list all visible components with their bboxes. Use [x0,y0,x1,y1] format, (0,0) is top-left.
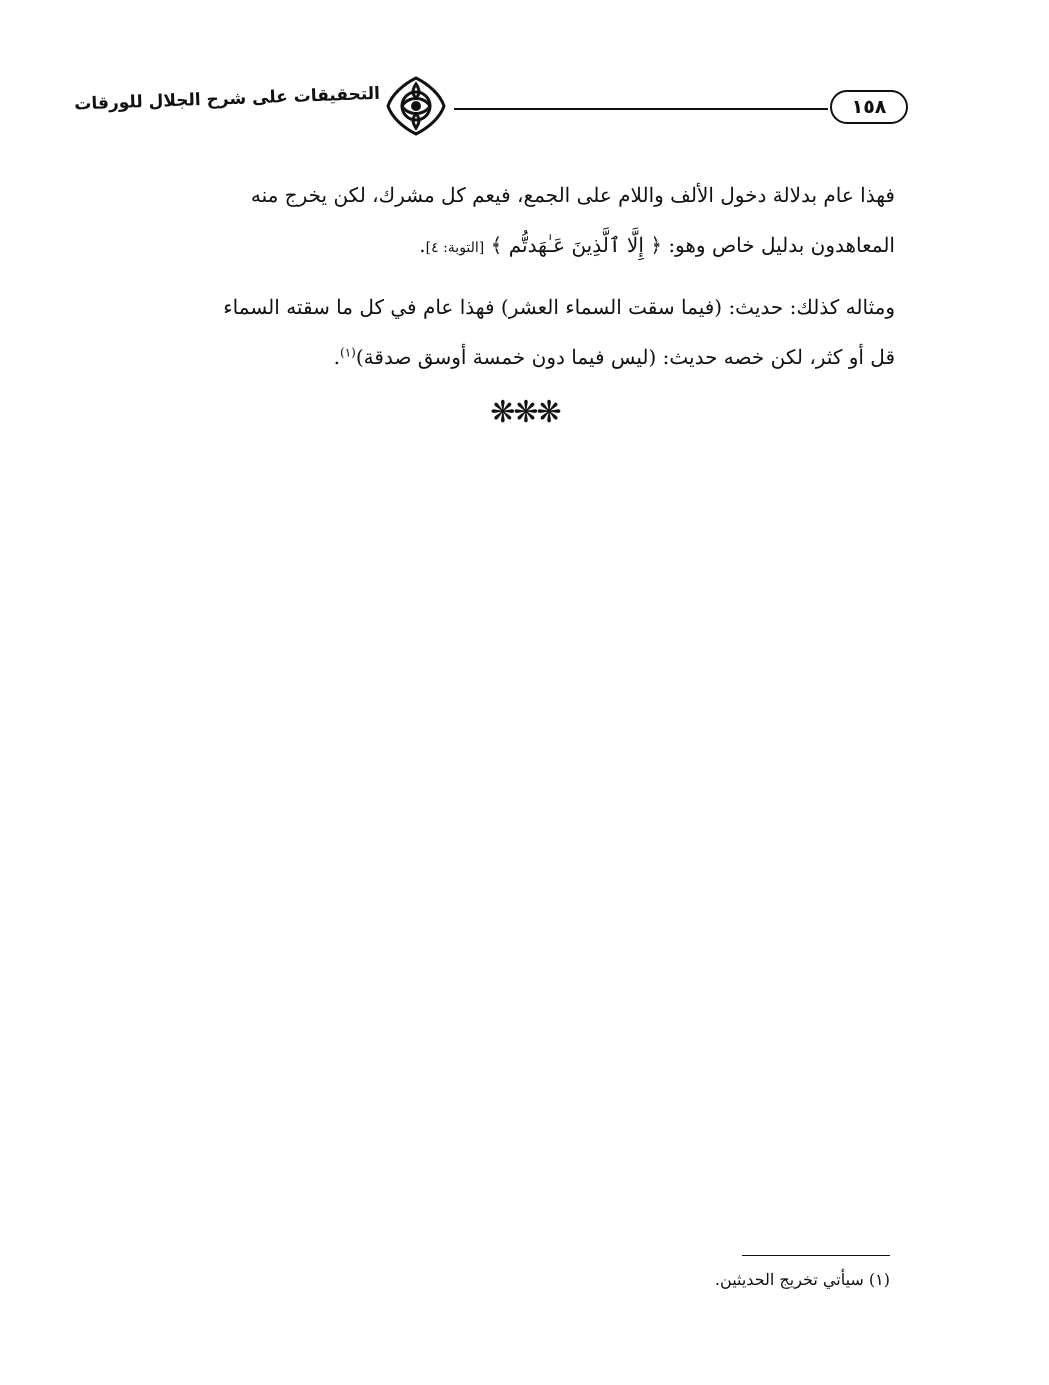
footnote-rule [742,1255,890,1256]
footnote-reference: (١) [340,345,356,360]
line-text: فهذا عام بدلالة دخول الألف واللام على الجمع، فيعم كل مشرك، لكن يخرج منه [250,183,895,207]
line-tail: . [333,345,341,369]
paragraph-2 [140,282,895,382]
ornament-icon [384,74,448,138]
line-text-with-verse: المعاهدون بدليل خاص وهو: ﴿ إِلَّا ٱلَّذِينَ عَـٰهَدتُّم ﴾ [490,233,895,257]
header-rule [454,108,828,110]
footnote-number: (١) [868,1270,890,1289]
page-number: ١٥٨ [830,90,908,124]
page-header [74,70,910,150]
body-line [140,220,895,273]
section-separator: ❋❋❋ [490,395,560,430]
line-text: ومثاله كذلك: حديث: (فيما سقت السماء العشر) فهذا عام في كل ما سقته السماء [223,295,895,319]
body-line [140,282,895,332]
running-head-title: التحقيقات على شرح الجلال للورقات [74,83,381,115]
body-line [140,332,895,382]
body-line [140,170,895,220]
verse-citation: [التوبة: ٤] [425,240,485,256]
footnote [560,1270,890,1289]
paragraph-1 [140,170,895,273]
line-text: قل أو كثر، لكن خصه حديث: (ليس فيما دون خمسة أوسق صدقة) [355,345,895,369]
footnote-text: سيأتي تخريج الحديثين. [714,1270,864,1289]
line-tail: . [419,233,426,257]
